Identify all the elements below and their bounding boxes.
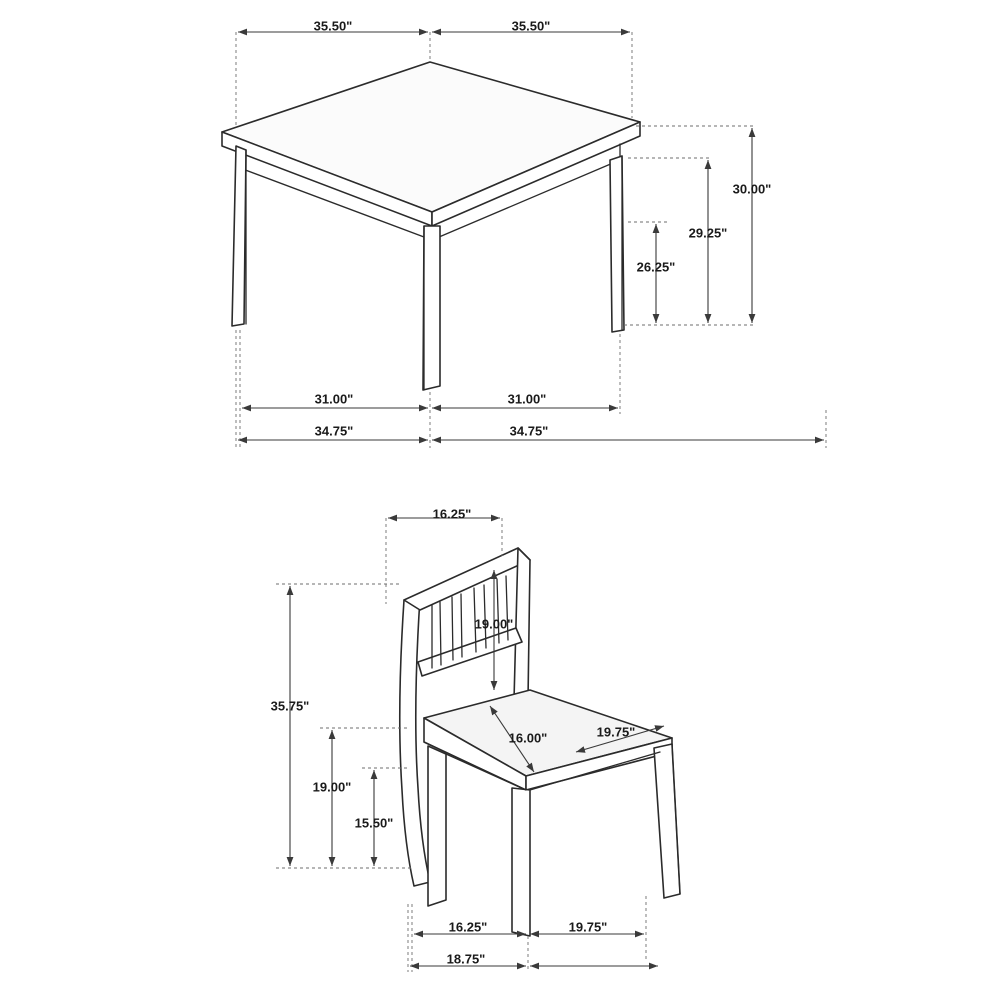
dim-table-leg-span-right: 31.00": [507, 391, 547, 407]
dim-chair-total-height: 35.75": [270, 698, 310, 714]
table-illustration: [222, 62, 640, 390]
dim-chair-front-leg-span: 16.25": [448, 919, 488, 935]
dim-table-apron-height: 29.25": [688, 225, 728, 241]
dim-chair-seat-back-rise: 19.00": [312, 779, 352, 795]
dim-table-base-right: 34.75": [509, 423, 549, 439]
dim-chair-side-leg-span: 19.75": [568, 919, 608, 935]
dim-table-top-right-width: 35.50": [511, 18, 551, 34]
chair-bottom-dimensions: [408, 896, 658, 972]
dim-chair-back-width: 16.25": [432, 506, 472, 522]
dim-chair-seat-width: 19.75": [596, 724, 636, 740]
table-height-dimensions: [624, 126, 771, 325]
dim-chair-seat-height: 15.50": [354, 815, 394, 831]
dim-table-leg-span-left: 31.00": [314, 391, 354, 407]
dim-table-height-total: 30.00": [732, 181, 772, 197]
table-base-dimensions: [236, 330, 826, 448]
dim-chair-back-height: 19.00": [474, 616, 514, 632]
dim-table-top-left-width: 35.50": [313, 18, 353, 34]
dim-table-clearance: 26.25": [636, 259, 676, 275]
chair-back-height-dimension: [475, 570, 514, 690]
chair-left-dimensions: [271, 584, 414, 868]
dim-chair-seat-depth: 16.00": [508, 730, 548, 746]
dim-chair-base-width: 18.75": [446, 951, 486, 967]
dim-table-base-left: 34.75": [314, 423, 354, 439]
